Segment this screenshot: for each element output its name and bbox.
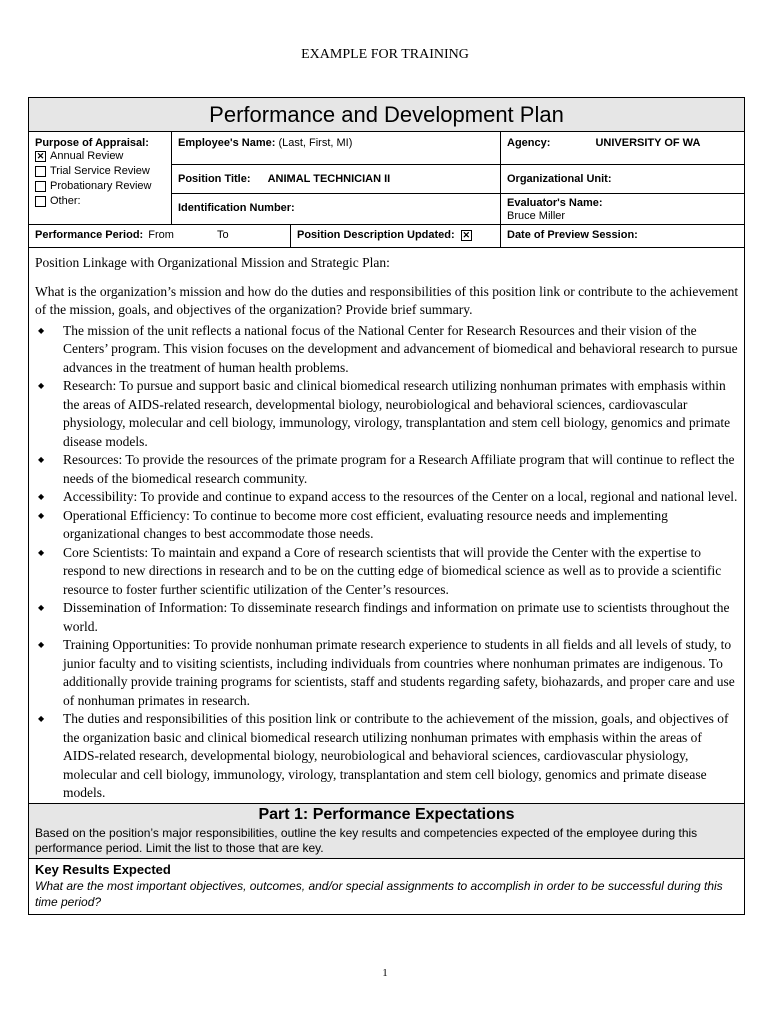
identification-number-label: Identification Number: [178,202,295,214]
linkage-question: What is the organization’s mission and how do the duties and responsibilities of this position link or contribute to the achievement of the mission, goals, and objectives of the organization? Provide brief summary. [35,283,739,317]
purpose-cell [29,132,172,224]
option-label: Probationary Review [50,180,152,192]
checkbox-other[interactable] [35,196,46,207]
key-results-description: What are the most important objectives, outcomes, and/or special assignments to accomplish in order to be successful during this time period? [35,878,723,909]
pd-updated-label: Position Description Updated: [297,229,455,241]
list-item-text: Core Scientists: To maintain and expand a Core of research scientists that will provide the Center with the expertise to respond to new directions in research and to be on the cutting edge of biomedical science as well as to provide a scientific resource to foster further scientific utilization of the Center’s resources. [63,544,722,597]
list-item [35,451,739,488]
list-item-text: Accessibility: To provide and continue to expand access to the resources of the Center on a local, regional and national level. [63,489,738,504]
option-label: Other: [50,195,81,207]
list-item-text: Research: To pursue and support basic and clinical biomedical research utilizing nonhuman primates with emphasis within the areas of AIDS-related research, developmental biology, neurobiological and behavioral sciences, cardiovascular physiology, molecular and cell biology, immunology, virology, transplantation and stem cell biology, genomics and primate disease models. [63,378,731,449]
diamond-bullet-icon: ◆ [38,510,45,520]
form-header-grid [29,132,744,225]
employee-name-field[interactable] [172,132,500,165]
list-item-text: Operational Efficiency: To continue to become more cost efficient, evaluating resource needs and implementing organizational changes to best accommodate those needs. [63,507,668,541]
employee-info-column [172,132,501,224]
evaluator-label: Evaluator's Name: [507,197,603,209]
organizational-unit-label: Organizational Unit: [507,173,612,185]
position-title-value: ANIMAL TECHNICIAN II [267,173,391,185]
diamond-bullet-icon: ◆ [38,492,45,501]
evaluator-field[interactable] [501,194,744,224]
checkbox-probationary-review[interactable] [35,181,46,192]
position-title-label: Position Title: [178,173,251,185]
evaluator-value: Bruce Miller [507,210,566,222]
list-item [35,710,739,803]
option-annual-review[interactable] [35,149,165,164]
option-trial-service-review[interactable] [35,164,165,179]
identification-number-field[interactable] [172,194,500,224]
list-item-text: The duties and responsibilities of this position link or contribute to the achievement of the mission, goals, and objectives of the organization basic and clinical biomedical research utilizing nonhuman primates with emphasis within the areas of AIDS-related research, developmental biology, neurobiological and behavioral sciences, cardiovascular physiology, molecular and cell biology, immunology, virology, transplantation and stem cell biology, genomics and primate disease models. [63,711,729,800]
training-label: EXAMPLE FOR TRAINING [301,47,469,62]
key-results-section [29,858,744,914]
part1-heading: Part 1: Performance Expectations [258,805,515,823]
organizational-unit-field[interactable] [501,165,744,194]
checkbox-pd-updated[interactable]: ✕ [462,230,471,240]
list-item [35,377,739,451]
page-number: 1 [382,967,388,979]
performance-period-row [29,225,744,248]
employee-name-label: Employee's Name: [178,137,276,149]
diamond-bullet-icon: ◆ [38,640,45,649]
period-from-label: From [148,229,174,241]
option-probationary-review[interactable] [35,179,165,194]
part1-description: Based on the position’s major responsibilities, outline the key results and competencies expected of the employee during this performance period. Limit the list to those that are key. [35,825,698,855]
list-item [35,507,739,544]
list-item-text: The mission of the unit reflects a national focus of the National Center for Research Resources and their vision of the Centers’ program. This vision focuses on the development and advancement of biomedical and behavioral research to pursue advances in the treatment of human health problems. [63,322,738,375]
pdp-form [28,97,745,915]
mission-bullet-list [35,322,739,803]
preview-date-label: Date of Preview Session: [507,229,638,241]
diamond-bullet-icon: ◆ [38,381,45,390]
linkage-heading: Position Linkage with Organizational Mission and Strategic Plan: [35,255,390,270]
diamond-bullet-icon: ◆ [38,455,45,464]
period-to-label: To [217,229,229,241]
list-item-text: Training Opportunities: To provide nonhuman primate research experience to students in all fields and all levels of study, to junior faculty and to visiting scientists, including individuals from countries where nonhuman primates are indigenous. To additionally provide training programs for scientists, staff and students regarding safety, biohazards, and proper care and use of nonhuman primates in research. [63,637,735,708]
diamond-bullet-icon: ◆ [38,603,45,612]
list-item-text: Resources: To provide the resources of the primate program for a Research Affiliate program that will continue to reflect the needs of the biomedical research community. [63,452,735,486]
position-title-field[interactable] [172,165,500,194]
key-results-heading: Key Results Expected [35,861,171,877]
checkbox-trial-service-review[interactable] [35,166,46,177]
option-other[interactable] [35,194,165,209]
checkbox-annual-review[interactable]: ✕ [36,151,45,161]
preview-date-field[interactable] [501,225,744,247]
list-item [35,488,739,507]
performance-period-label: Performance Period: [35,229,144,241]
agency-field[interactable] [501,132,744,165]
employee-name-hint: (Last, First, MI) [278,137,353,149]
list-item [35,544,739,600]
performance-period-field[interactable] [29,225,291,247]
list-item [35,636,739,710]
linkage-section [29,248,744,803]
agency-info-column [501,132,744,224]
list-item [35,599,739,636]
agency-label: Agency: [507,137,551,149]
diamond-bullet-icon: ◆ [38,325,45,335]
diamond-bullet-icon: ◆ [38,714,45,723]
part1-section [29,803,744,858]
option-label: Trial Service Review [50,165,150,177]
pd-updated-field[interactable] [291,225,501,247]
list-item [35,322,739,378]
agency-value: UNIVERSITY OF WA [595,137,701,149]
list-item-text: Dissemination of Information: To disseminate research findings and information on primate use to scientists throughout the world. [63,600,730,634]
purpose-label: Purpose of Appraisal: [35,137,149,149]
option-label: Annual Review [50,150,124,162]
form-title: Performance and Development Plan [29,98,744,132]
diamond-bullet-icon: ◆ [38,547,45,557]
